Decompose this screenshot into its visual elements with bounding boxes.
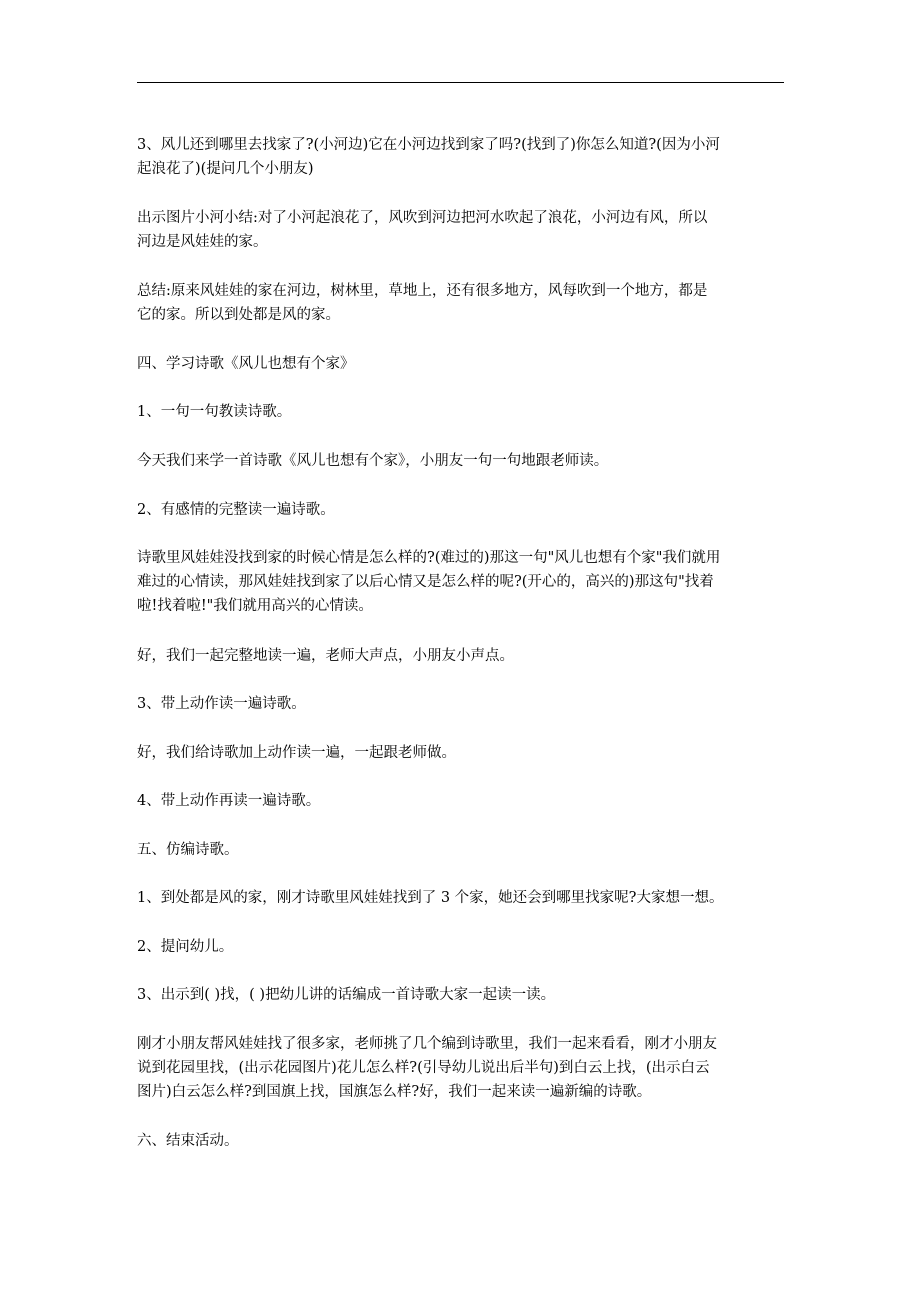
paragraph <box>137 206 707 254</box>
text-line: 起浪花了)(提问几个小朋友) <box>137 161 314 177</box>
paragraph <box>137 279 707 327</box>
text-line: 图片)白云怎么样?到国旗上找，国旗怎么样?好，我们一起来读一遍新编的诗歌。 <box>137 1084 652 1100</box>
text-line: 六、结束活动。 <box>137 1133 239 1149</box>
text-line: 出示图片小河小结:对了小河起浪花了，风吹到河边把河水吹起了浪花，小河边有风，所以 <box>137 210 708 226</box>
text-line: 难过的心情读，那风娃娃找到家了以后心情又是怎么样的呢?(开心的，高兴的)那这句"找着 <box>137 574 714 590</box>
paragraph <box>137 741 456 765</box>
text-line: 河边是风娃娃的家。 <box>137 234 268 250</box>
paragraph <box>137 644 514 668</box>
paragraph <box>137 886 723 910</box>
section-heading <box>137 352 355 376</box>
text-line: 啦!找着啦!"我们就用高兴的心情读。 <box>137 598 373 614</box>
paragraph <box>137 133 720 181</box>
text-line: 3、出示到( )找，( )把幼儿讲的话编成一首诗歌大家一起读一读。 <box>137 987 556 1003</box>
paragraph <box>137 935 233 959</box>
paragraph <box>137 449 608 473</box>
paragraph <box>137 546 720 618</box>
text-line: 3、风儿还到哪里去找家了?(小河边)它在小河边找到家了吗?(找到了)你怎么知道?(因为小河 <box>137 137 720 153</box>
text-line: 它的家。所以到处都是风的家。 <box>137 307 340 323</box>
text-line: 3、带上动作读一遍诗歌。 <box>137 696 306 712</box>
text-line: 诗歌里风娃娃没找到家的时候心情是怎么样的?(难过的)那这一句"风儿也想有个家"我们就用 <box>137 550 721 566</box>
section-heading <box>137 1129 239 1153</box>
text-line: 4、带上动作再读一遍诗歌。 <box>137 793 321 809</box>
text-line: 刚才小朋友帮风娃娃找了很多家，老师挑了几个编到诗歌里，我们一起来看看，刚才小朋友 <box>137 1036 717 1052</box>
text-line: 说到花园里找，(出示花园图片)花儿怎么样?(引导幼儿说出后半句)到白云上找，(出示白云 <box>137 1060 710 1076</box>
paragraph <box>137 983 555 1007</box>
text-line: 2、有感情的完整读一遍诗歌。 <box>137 502 335 518</box>
paragraph <box>137 692 306 716</box>
paragraph <box>137 789 320 813</box>
text-line: 好，我们一起完整地读一遍，老师大声点，小朋友小声点。 <box>137 648 514 664</box>
text-line: 五、仿编诗歌。 <box>137 842 239 858</box>
text-line: 四、学习诗歌《风儿也想有个家》 <box>137 356 355 372</box>
text-line: 总结:原来风娃娃的家在河边，树林里，草地上，还有很多地方，风每吹到一个地方，都是 <box>137 283 708 299</box>
text-line: 1、到处都是风的家，刚才诗歌里风娃娃找到了 3 个家，她还会到哪里找家呢?大家想一想。 <box>137 890 724 906</box>
section-heading <box>137 838 239 862</box>
text-line: 好，我们给诗歌加上动作读一遍，一起跟老师做。 <box>137 745 456 761</box>
text-line: 今天我们来学一首诗歌《风儿也想有个家》，小朋友一句一句地跟老师读。 <box>137 453 609 469</box>
paragraph <box>137 400 291 424</box>
text-line: 1、一句一句教读诗歌。 <box>137 404 292 420</box>
paragraph <box>137 498 335 522</box>
paragraph <box>137 1032 717 1104</box>
text-line: 2、提问幼儿。 <box>137 939 234 955</box>
header-rule <box>137 82 784 83</box>
